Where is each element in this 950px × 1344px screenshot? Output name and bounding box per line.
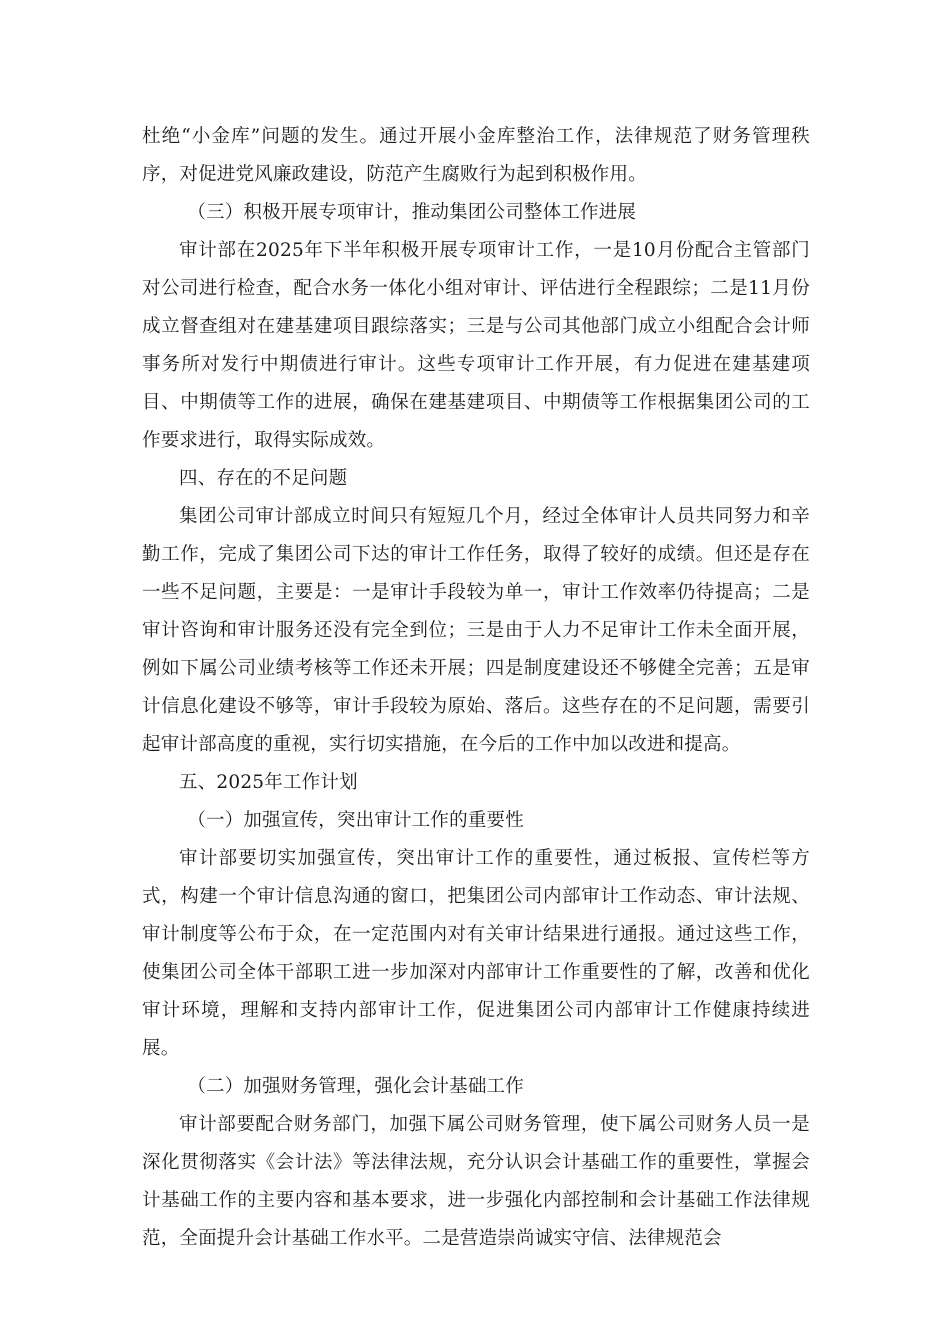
document-body: [142, 118, 810, 1258]
section-heading-5: 五、2025年工作计划: [179, 772, 358, 793]
paragraph-special-audit: 审计部在2025年下半年积极开展专项审计工作，一是10月份配合主管部门对公司进行检查，配合水务一体化小组对审计、评估进行全程跟综；二是11月份成立督查组对在建基建项目跟综落实；三是与公司其他部门成立小组配合会计师事务所对发行中期债进行审计。这些专项审计工作开展，有力促进在建基建项目、中期债等工作的进展，确保在建基建项目、中期债等工作根据集团公司的工作要求进行，取得实际成效。: [142, 240, 810, 451]
paragraph-publicity: 审计部要切实加强宣传，突出审计工作的重要性，通过板报、宣传栏等方式，构建一个审计信息沟通的窗口，把集团公司内部审计工作动态、审计法规、审计制度等公布于众，在一定范围内对有关审计结果进行通报。通过这些工作，使集团公司全体干部职工进一步加深对内部审计工作重要性的了解，改善和优化审计环境，理解和支持内部审计工作，促进集团公司内部审计工作健康持续进展。: [142, 848, 810, 1059]
subsection-heading-1: （一）加强宣传，突出审计工作的重要性: [187, 810, 524, 831]
paragraph-finance-management: 审计部要配合财务部门，加强下属公司财务管理，使下属公司财务人员一是深化贯彻落实《会计法》等法律法规，充分认识会计基础工作的重要性，掌握会计基础工作的主要内容和基本要求，进一步强化内部控制和会计基础工作法律规范，全面提升会计基础工作水平。二是营造崇尚诚实守信、法律规范会: [142, 1114, 810, 1249]
paragraph-continuation: 杜绝“小金库”问题的发生。通过开展小金库整治工作，法律规范了财务管理秩序，对促进党风廉政建设，防范产生腐败行为起到积极作用。: [142, 126, 810, 185]
paragraph-shortcomings: 集团公司审计部成立时间只有短短几个月，经过全体审计人员共同努力和辛勤工作，完成了集团公司下达的审计工作任务，取得了较好的成绩。但还是存在一些不足问题，主要是：一是审计手段较为单一，审计工作效率仍待提高；二是审计咨询和审计服务还没有完全到位；三是由于人力不足审计工作未全面开展，例如下属公司业绩考核等工作还未开展；四是制度建设还不够健全完善；五是审计信息化建设不够等，审计手段较为原始、落后。这些存在的不足问题，需要引起审计部高度的重视，实行切实措施，在今后的工作中加以改进和提高。: [142, 506, 810, 755]
subsection-heading-3: （三）积极开展专项审计，推动集团公司整体工作进展: [187, 202, 637, 223]
subsection-heading-2: （二）加强财务管理，强化会计基础工作: [187, 1076, 524, 1097]
section-heading-4: 四、存在的不足问题: [179, 468, 348, 489]
